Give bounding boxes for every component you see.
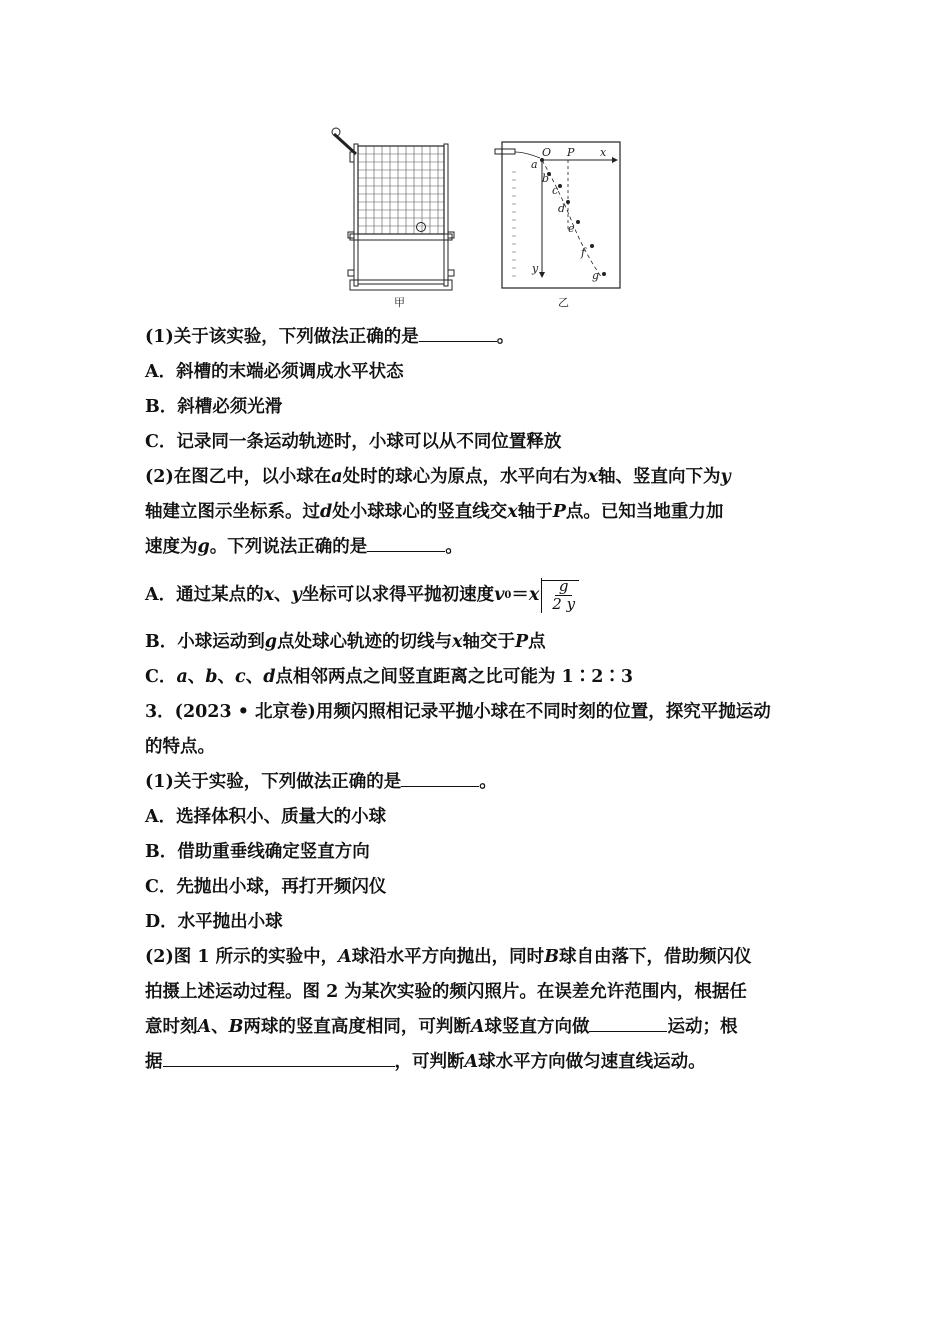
text: 、 [245,667,264,687]
q2-p2-line3 [145,530,810,565]
text: 据 [145,1052,163,1072]
text: 轴交于 [462,632,515,652]
var-d: d [263,667,276,687]
answer-blank [589,1013,667,1032]
var-x: x [528,584,540,605]
label-O: O [542,146,552,159]
var-P: P [514,632,529,652]
q2-p1-stem-text: (1)关于该实验，下列做法正确的是 [145,327,419,347]
var-y: y [291,584,302,605]
text: (2)在图乙中，以小球在 [145,467,332,487]
var-x: x [507,502,518,522]
var-B: B [228,1017,244,1037]
label-c: c [552,184,559,197]
q2-p2-option-a [145,565,810,625]
var-A: A [464,1052,479,1072]
text: 球水平方向做匀速直线运动。 [478,1052,706,1072]
q2-p1-stem-end: 。 [496,327,515,347]
answer-blank [163,1048,395,1067]
text: 点相邻两点之间竖直距离之比可能为 1∶2∶3 [275,667,634,687]
board-yi [495,142,620,288]
text: 意时刻 [145,1017,198,1037]
q2-p1-stem [145,320,810,355]
text: 、 [217,667,236,687]
text: 。 [479,772,497,792]
q3-p1-option-c: C．先抛出小球，再打开频闪仪 [145,877,387,897]
question-content [145,320,810,1080]
q3-p2-line4 [145,1045,810,1080]
text: 处小球球心的竖直线交 [332,502,508,522]
q3-p2-line3 [145,1010,810,1045]
figure-svg [320,122,630,322]
var-v: v [494,584,505,605]
q3-stem-line1: 3．(2023 • 北京卷)用频闪照相记录平抛小球在不同时刻的位置，探究平抛运动 [145,702,771,722]
text: A．通过某点的 [145,584,264,605]
label-yi: 乙 [558,296,569,309]
label-g: g [592,269,600,282]
answer-blank [367,533,445,552]
text: 、 [187,667,206,687]
label-P: P [567,146,575,159]
subscript-0: 0 [504,589,512,601]
text: 坐标可以求得平抛初速度 [301,584,495,605]
var-P: P [552,502,566,522]
sqrt-sign [541,578,579,613]
var-x: x [263,584,275,605]
text: 、 [211,1017,229,1037]
answer-blank [419,323,497,342]
experiment-figure [320,122,630,322]
text: 运动；根 [667,1017,738,1037]
apparatus-jia [332,128,454,290]
text: 点。已知当地重力加 [565,502,724,522]
label-jia: 甲 [394,296,405,309]
answer-blank [401,768,479,787]
q3-p2-line1 [145,940,810,975]
label-y-axis: y [532,262,539,275]
var-b: b [205,667,218,687]
var-A: A [197,1017,212,1037]
var-a: a [331,467,343,487]
var-A: A [470,1017,485,1037]
text: 处时的球心为原点，水平向右为 [342,467,588,487]
sqrt-bar [541,580,579,581]
var-x: x [452,632,463,652]
q3-p1-option-a: A．选择体积小、质量大的小球 [145,807,387,827]
text: 轴于 [517,502,553,522]
text: B．小球运动到 [145,632,265,652]
numerator: g [555,578,573,596]
text: 球自由落下，借助频闪仪 [558,947,752,967]
text: C． [145,667,177,687]
var-B: B [544,947,559,967]
text: (1)关于实验，下列做法正确的是 [145,772,402,792]
var-x: x [587,467,599,487]
text: 、 [274,584,292,605]
text: 轴、竖直向下为 [598,467,721,487]
text: 轴建立图示坐标系。过 [145,502,320,522]
q2-p2-option-b [145,625,810,660]
equals-sign: ＝ [511,584,529,605]
text: 点处球心轨迹的切线与 [277,632,453,652]
q2-p2-line2 [145,495,810,530]
v0-formula [494,573,579,617]
label-f: f [581,246,586,259]
label-d: d [558,202,566,215]
text: 速度为 [145,537,198,557]
var-d: d [320,502,333,522]
text: (2)图 1 所示的实验中， [145,947,339,967]
label-e: e [568,222,575,235]
label-b: b [542,172,550,185]
var-g: g [264,632,278,652]
text: 球竖直方向做 [484,1017,590,1037]
denominator: 2 y [552,594,576,613]
var-c: c [235,667,246,687]
var-A: A [338,947,352,967]
text: ，可判断 [394,1052,465,1072]
q2-p1-option-c: C．记录同一条运动轨迹时，小球可以从不同位置释放 [145,432,562,452]
q3-stem-line2: 的特点。 [145,737,215,757]
label-x-axis: x [600,146,607,159]
q2-p1-option-a: A．斜槽的末端必须调成水平状态 [145,362,404,382]
fraction [541,578,579,613]
var-a: a [176,667,188,687]
label-a: a [531,158,538,171]
q2-p2-option-c [145,660,810,695]
var-g: g [197,537,210,557]
q3-p1-option-b: B．借助重垂线确定竖直方向 [145,842,370,862]
var-y: y [720,467,731,487]
text: 。下列说法正确的是 [209,537,368,557]
q2-p2-line1 [145,460,810,495]
q3-p2-line2: 拍摄上述运动过程。图 2 为某次实验的频闪照片。在误差允许范围内，根据任 [145,982,747,1002]
text: 点 [528,632,546,652]
text: 两球的竖直高度相同，可判断 [243,1017,471,1037]
text: 球沿水平方向抛出，同时 [351,947,545,967]
text: 。 [445,537,463,557]
q3-p1-option-d: D．水平抛出小球 [145,912,283,932]
q3-p1-stem [145,765,810,800]
q2-p1-option-b: B．斜槽必须光滑 [145,397,283,417]
